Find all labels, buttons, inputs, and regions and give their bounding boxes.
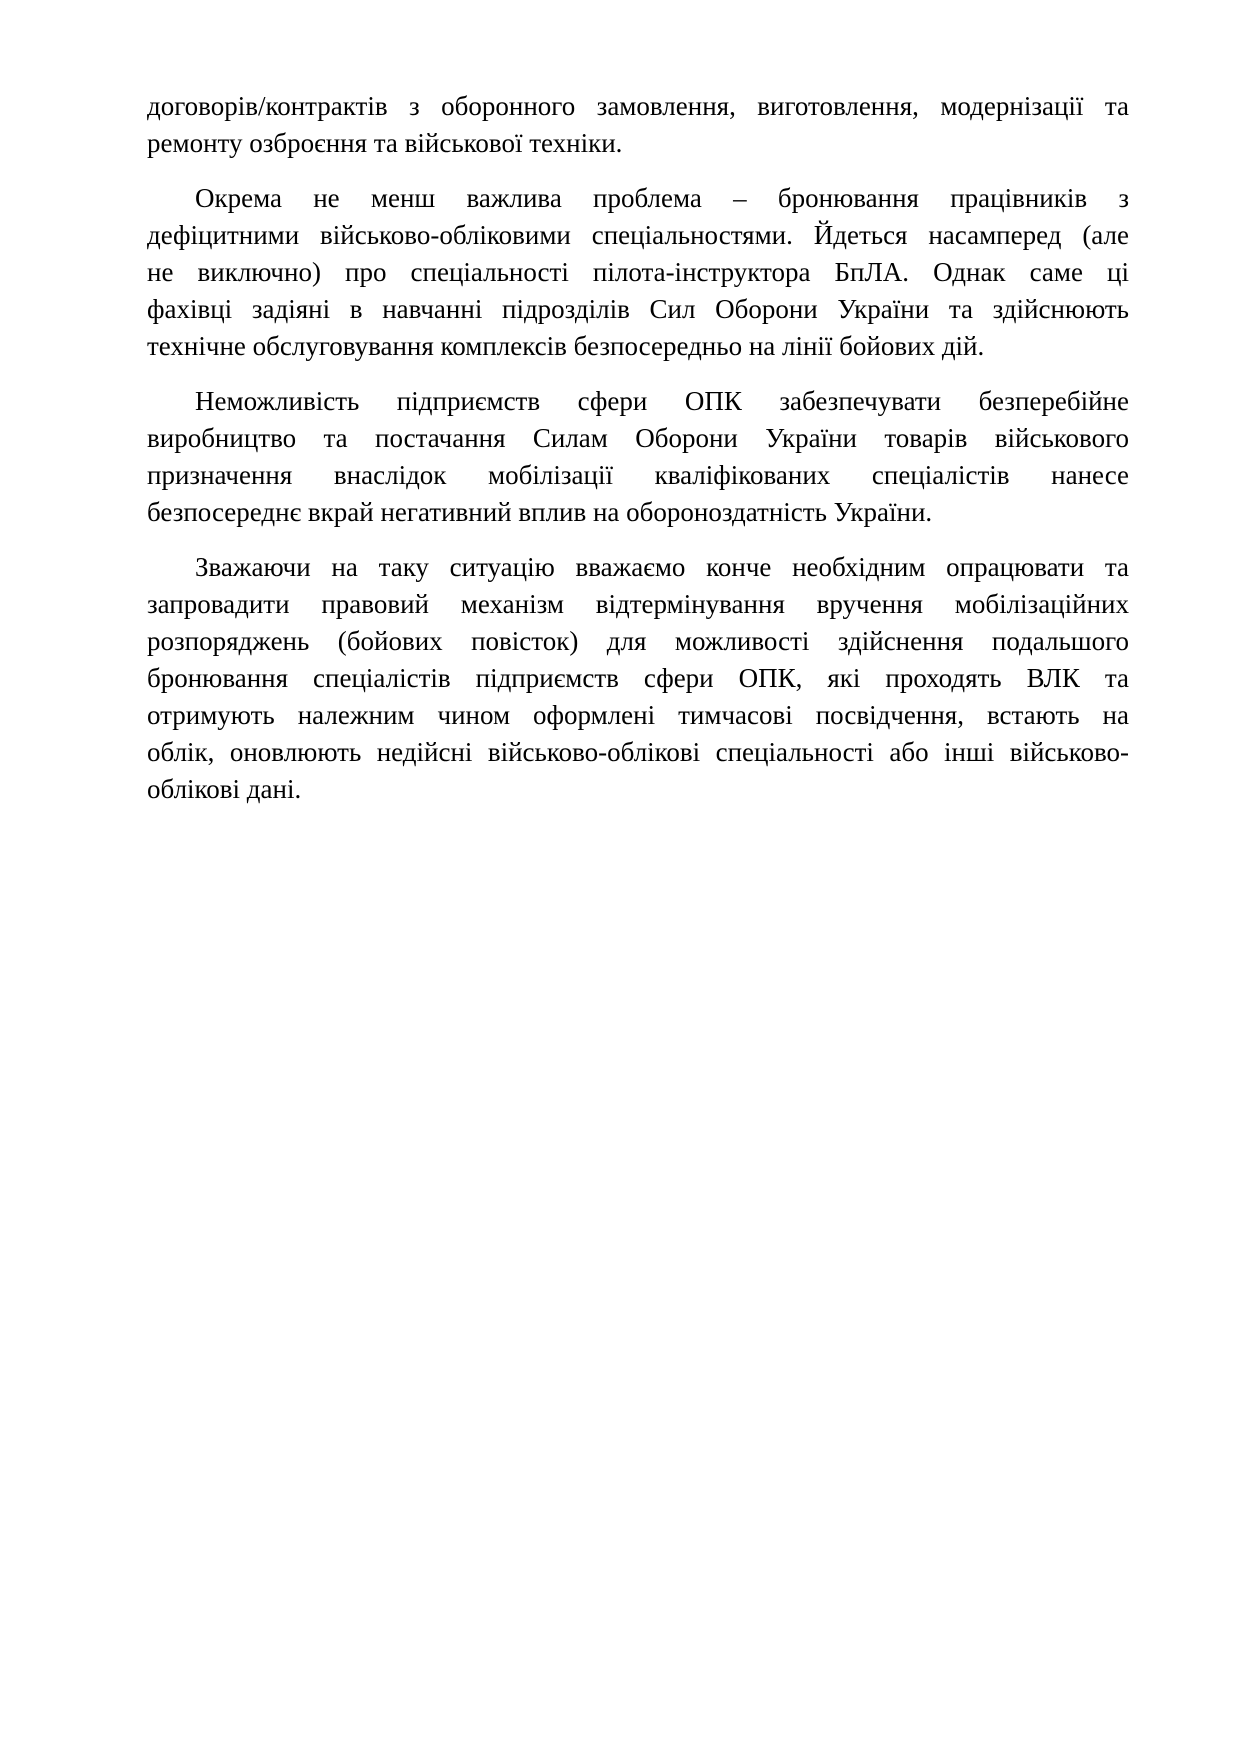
- paragraph: [147, 88, 1129, 162]
- text-line: виробництво та постачання Силам Оборони України товарів військового: [147, 423, 1129, 453]
- text-line: ремонту озброєння та військової техніки.: [147, 128, 623, 158]
- paragraph: [147, 549, 1129, 808]
- text-line: отримують належним чином оформлені тимчасові посвідчення, встають на: [147, 700, 1129, 730]
- paragraph: [147, 383, 1129, 531]
- text-line: дефіцитними військово-обліковими спеціальностями. Йдеться насамперед (але: [147, 220, 1129, 250]
- text-line: Окрема не менш важлива проблема – бронювання працівників з: [195, 183, 1129, 213]
- text-line: фахівці задіяні в навчанні підрозділів Сил Оборони України та здійснюють: [147, 294, 1129, 324]
- text-line: безпосереднє вкрай негативний вплив на обороноздатність України.: [147, 497, 933, 527]
- document-text-block: [147, 88, 1129, 808]
- paragraph: [147, 180, 1129, 365]
- text-line: договорів/контрактів з оборонного замовлення, виготовлення, модернізації та: [147, 91, 1129, 121]
- text-line: технічне обслуговування комплексів безпосередньо на лінії бойових дій.: [147, 331, 985, 361]
- text-line: облікові дані.: [147, 774, 302, 804]
- text-line: облік, оновлюють недійсні військово-облікові спеціальності або інші військово-: [147, 737, 1129, 767]
- text-line: не виключно) про спеціальності пілота-інструктора БпЛА. Однак саме ці: [147, 257, 1129, 287]
- text-line: бронювання спеціалістів підприємств сфери ОПК, які проходять ВЛК та: [147, 663, 1129, 693]
- text-line: призначення внаслідок мобілізації кваліфікованих спеціалістів нанесе: [147, 460, 1129, 490]
- text-line: Зважаючи на таку ситуацію вважаємо конче необхідним опрацювати та: [195, 552, 1129, 582]
- text-line: розпоряджень (бойових повісток) для можливості здійснення подальшого: [147, 626, 1129, 656]
- text-line: запровадити правовий механізм відтермінування вручення мобілізаційних: [147, 589, 1129, 619]
- text-line: Неможливість підприємств сфери ОПК забезпечувати безперебійне: [195, 386, 1129, 416]
